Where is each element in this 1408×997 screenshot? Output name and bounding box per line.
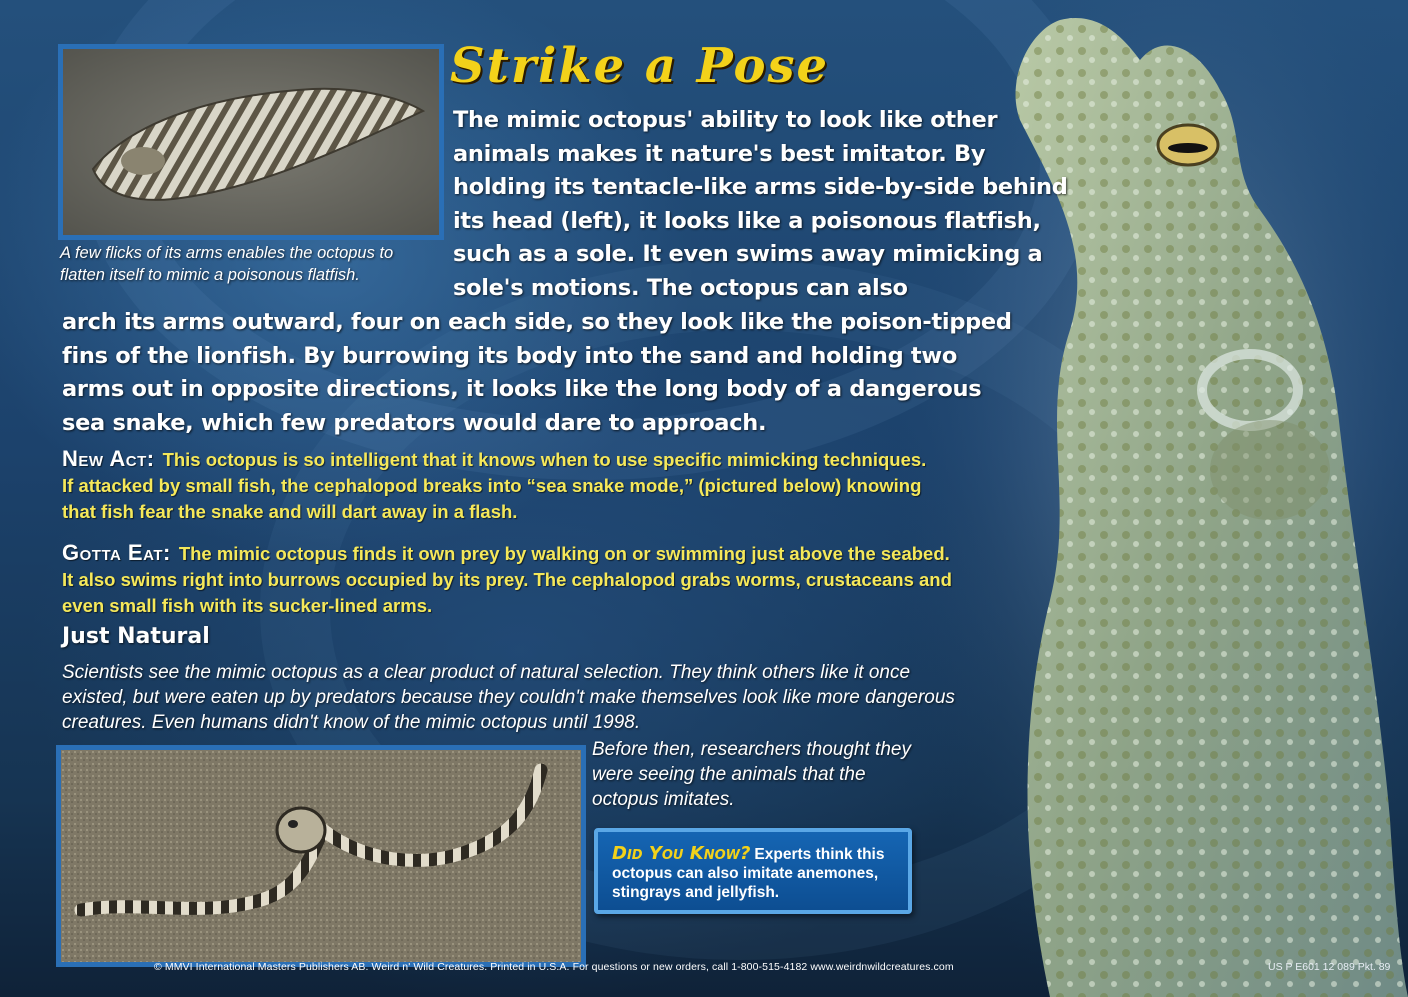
did-you-know-body: [612, 844, 894, 902]
photo-caption: A few flicks of its arms enables the octopus to flatten itself to mimic a poisonous flatfish.: [60, 244, 394, 284]
flatfish-mimic-photo: [63, 49, 439, 235]
did-you-know-heading: Did You Know?: [612, 843, 751, 864]
section-heading: Just Natural: [62, 624, 210, 649]
section-paragraph: Scientists see the mimic octopus as a clear product of natural selection. They think others like it once existed, but were eaten up by predators because they couldn't make themselves look like more dangerous creatures. Even humans didn't know of the mimic octopus until 1998.: [62, 662, 955, 733]
fact-label: Gotta Eat:: [62, 540, 171, 565]
fact-new-act: [62, 446, 942, 525]
intro-paragraph-continued: arch its arms outward, four on each side, so they look like the poison-tipped fins of the lionfish. By burrowing its body into the sand and holding two arms out in opposite directions, it looks like the long body of a dangerous sea snake, which few predators would dare to approach.: [62, 309, 1012, 436]
flatfish-mimic-photo-frame: [58, 44, 444, 240]
did-you-know-text: Experts think this octopus can also imitate anemones, stingrays and jellyfish.: [612, 846, 885, 901]
fact-text: The mimic octopus finds it own prey by walking on or swimming just above the seabed. It also swims right into burrows occupied by its prey. The cephalopod grabs worms, crustaceans and even small fish with its sucker-lined arms.: [62, 543, 952, 616]
section-paragraph-continued: Before then, researchers thought they were seeing the animals that the octopus imitates.: [592, 739, 911, 810]
intro-paragraph: The mimic octopus' ability to look like other animals makes it nature's best imitator. By holding its tentacle-like arms side-by-side behind its head (left), it looks like a poisonous flatfish, such as a sole. It even swims away mimicking a sole's motions. The octopus can also: [453, 107, 1068, 301]
copyright-footer: © MMVI International Masters Publishers AB. Weird n' Wild Creatures. Printed in U.S.A. For questions or new orders, call 1-800-515-4182 www.weirdnwildcreatures.com: [154, 961, 954, 973]
sea-snake-mimic-photo-frame: [56, 745, 586, 967]
page-title: Strike a Pose: [450, 38, 830, 94]
fact-text: This octopus is so intelligent that it knows when to use specific mimicking techniques. If attacked by small fish, the cephalopod breaks into “sea snake mode,” (pictured below) knowing that fish fear the snake and will dart away in a flash.: [62, 449, 927, 522]
product-code: US P E601 12 089 Pkt. 89: [1268, 961, 1391, 973]
sea-snake-mimic-photo: [61, 750, 581, 962]
fact-label: New Act:: [62, 446, 155, 471]
fact-gotta-eat: [62, 540, 962, 619]
did-you-know-callout: [594, 828, 912, 914]
